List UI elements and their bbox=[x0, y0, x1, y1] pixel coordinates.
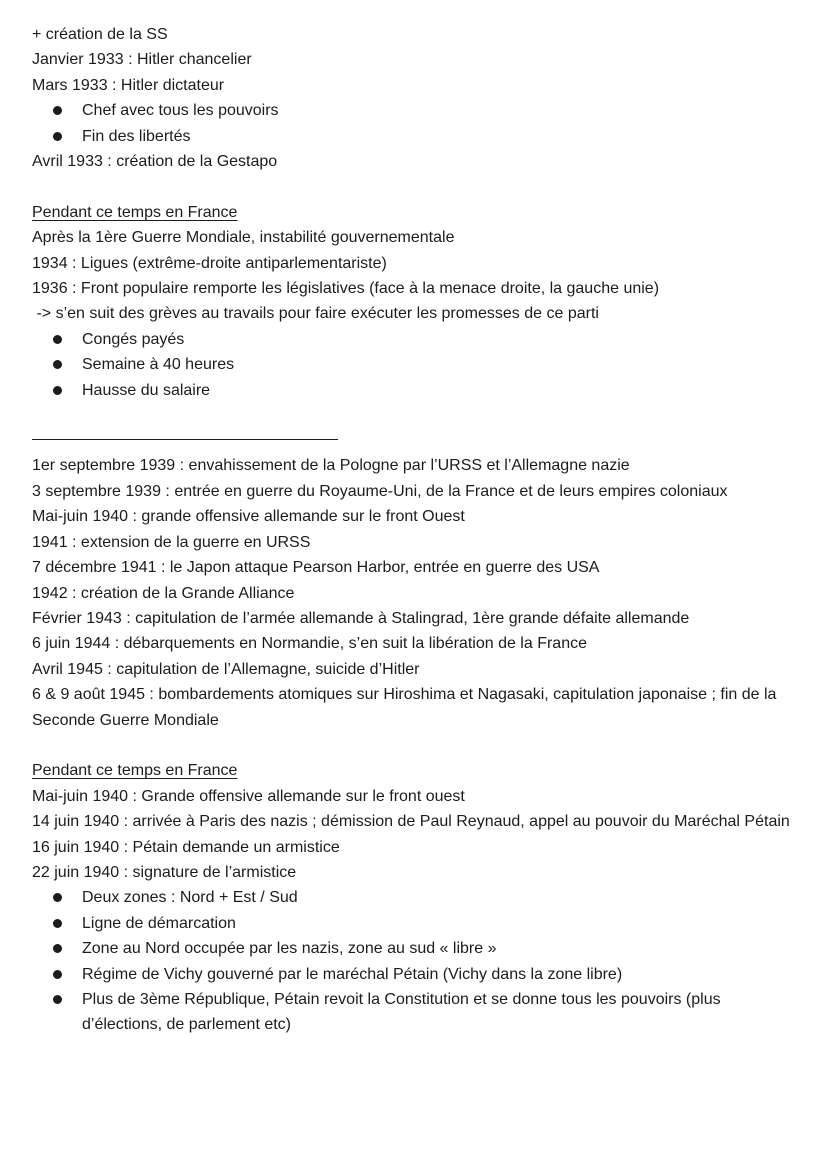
bullet-dot-icon bbox=[53, 995, 62, 1004]
bullet-list bbox=[32, 98, 800, 149]
text-line: 16 juin 1940 : Pétain demande un armistice bbox=[32, 838, 340, 856]
list-item: Semaine à 40 heures bbox=[32, 352, 800, 377]
text-line: -> s’en suit des grèves au travails pour faire exécuter les promesses de ce parti bbox=[32, 305, 599, 323]
bullet-dot-icon bbox=[53, 893, 62, 902]
bullet-list bbox=[32, 327, 800, 403]
timeline-event: 1er septembre 1939 : envahissement de la Pologne par l’URSS et l’Allemagne nazie bbox=[32, 457, 630, 475]
list-item: Régime de Vichy gouverné par le maréchal Pétain (Vichy dans la zone libre) bbox=[32, 962, 800, 987]
bullet-list bbox=[32, 885, 800, 1037]
timeline-event: 3 septembre 1939 : entrée en guerre du Royaume-Uni, de la France et de leurs empires coloniaux bbox=[32, 482, 728, 500]
blank-line bbox=[32, 403, 800, 428]
timeline-event: Mai-juin 1940 : grande offensive allemande sur le front Ouest bbox=[32, 508, 465, 526]
bullet-dot-icon bbox=[53, 132, 62, 141]
list-item: Ligne de démarcation bbox=[32, 911, 800, 936]
text-line: 1936 : Front populaire remporte les législatives (face à la menace droite, la gauche unie) bbox=[32, 280, 660, 298]
timeline-event: 6 & 9 août 1945 : bombardements atomiques sur Hiroshima et Nagasaki, capitulation japonaise ; fin de la Seconde Guerre Mondiale bbox=[32, 686, 777, 729]
section-heading: Pendant ce temps en France bbox=[32, 762, 238, 780]
list-item: Deux zones : Nord + Est / Sud bbox=[32, 885, 800, 910]
list-item: Congés payés bbox=[32, 327, 800, 352]
timeline-event: Avril 1945 : capitulation de l’Allemagne, suicide d’Hitler bbox=[32, 660, 420, 678]
timeline-event: 6 juin 1944 : débarquements en Normandie, s’en suit la libération de la France bbox=[32, 635, 587, 653]
list-item: Chef avec tous les pouvoirs bbox=[32, 98, 800, 123]
list-item: Hausse du salaire bbox=[32, 378, 800, 403]
blank-line bbox=[32, 174, 800, 199]
timeline-event: 7 décembre 1941 : le Japon attaque Pearson Harbor, entrée en guerre des USA bbox=[32, 559, 600, 577]
notes-content bbox=[32, 22, 800, 1038]
blank-line bbox=[32, 733, 800, 758]
text-line: 22 juin 1940 : signature de l’armistice bbox=[32, 863, 297, 881]
text-line: Après la 1ère Guerre Mondiale, instabilité gouvernementale bbox=[32, 229, 455, 247]
text-line: 1934 : Ligues (extrême-droite antiparlementariste) bbox=[32, 254, 387, 272]
bullet-dot-icon bbox=[53, 106, 62, 115]
timeline-event: 1942 : création de la Grande Alliance bbox=[32, 584, 295, 602]
list-item: Plus de 3ème République, Pétain revoit la Constitution et se donne tous les pouvoirs (plus d’élections, de parlement etc) bbox=[32, 987, 800, 1038]
bullet-dot-icon bbox=[53, 386, 62, 395]
bullet-dot-icon bbox=[53, 335, 62, 344]
horizontal-separator bbox=[32, 439, 338, 440]
text-line: Avril 1933 : création de la Gestapo bbox=[32, 153, 278, 171]
list-item: Zone au Nord occupée par les nazis, zone au sud « libre » bbox=[32, 936, 800, 961]
text-line: Mars 1933 : Hitler dictateur bbox=[32, 76, 225, 94]
bullet-dot-icon bbox=[53, 944, 62, 953]
timeline-event: 1941 : extension de la guerre en URSS bbox=[32, 533, 311, 551]
bullet-dot-icon bbox=[53, 919, 62, 928]
timeline-event: Février 1943 : capitulation de l’armée allemande à Stalingrad, 1ère grande défaite allemande bbox=[32, 609, 690, 627]
text-line: + création de la SS bbox=[32, 26, 168, 43]
text-line: Janvier 1933 : Hitler chancelier bbox=[32, 51, 252, 69]
section-heading: Pendant ce temps en France bbox=[32, 203, 238, 221]
text-line: Mai-juin 1940 : Grande offensive allemande sur le front ouest bbox=[32, 787, 465, 805]
bullet-dot-icon bbox=[53, 360, 62, 369]
list-item: Fin des libertés bbox=[32, 124, 800, 149]
bullet-dot-icon bbox=[53, 970, 62, 979]
text-line: 14 juin 1940 : arrivée à Paris des nazis ; démission de Paul Reynaud, appel au pouvoir du Maréchal Pétain bbox=[32, 813, 790, 831]
